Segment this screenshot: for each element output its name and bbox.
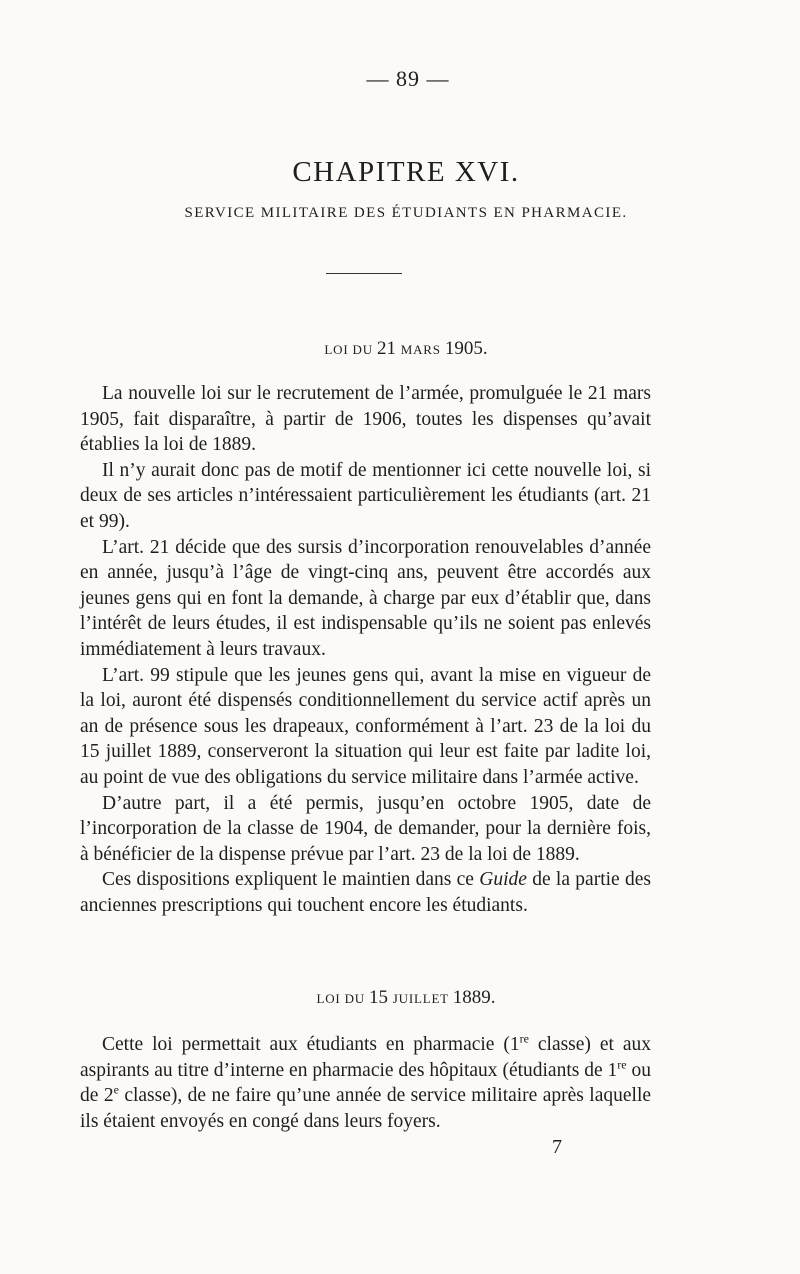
paragraph: L’art. 21 décide que des sursis d’incorporation renouvelables d’année en année, jusqu’à l’âge de vingt-cinq ans, peuvent être accordés aux jeunes gens qui en font la demande, à charge par eux d’établir que, dans l’intérêt de leurs études, il est indispensable qu’ils ne soient pas enlevés immédiatement à leurs travaux. bbox=[80, 536, 651, 660]
text-run: Ces dispositions expliquent le maintien dans ce bbox=[102, 869, 480, 891]
paragraph bbox=[80, 1032, 651, 1134]
paragraph: L’art. 99 stipule que les jeunes gens qui, avant la mise en vigueur de la loi, auront été dispensés conditionnellement du service actif après un an de présence sous les drapeaux, conformément à l’art. 23 de la loi du 15 juillet 1889, conserveront la situation qui leur est faite par ladite loi, au point de vue des obligations du service militaire dans l’armée active. bbox=[80, 664, 651, 788]
chapter-title: CHAPITRE XVI. bbox=[292, 156, 520, 188]
heading-day: 21 bbox=[376, 338, 401, 359]
text-run: Cette loi permettait aux étudiants en pharmacie (1 bbox=[102, 1034, 520, 1055]
section-body-loi-1905 bbox=[80, 381, 651, 918]
section-heading-loi-1889 bbox=[6, 987, 800, 1009]
superscript: e bbox=[113, 1082, 119, 1097]
text-run: classe), de ne faire qu’une année de service militaire après laquelle ils étaient envoyés en congé dans leurs foyers. bbox=[80, 1085, 652, 1132]
heading-month: JUILLET bbox=[392, 991, 453, 1006]
text-run: de la partie des anciennes prescriptions qui touchent encore les étudiants. bbox=[80, 869, 651, 916]
text-run: ou de 2 bbox=[80, 1059, 651, 1107]
heading-prefix: LOI DU bbox=[324, 342, 377, 357]
chapter-subtitle: SERVICE MILITAIRE DES ÉTUDIANTS EN PHARMACIE. bbox=[184, 205, 628, 221]
heading-month: MARS bbox=[400, 342, 445, 357]
text-run: classe) et aux aspirants au titre d’interne en pharmacie des hôpitaux (étudiants de 1 bbox=[80, 1034, 651, 1081]
divider-rule bbox=[326, 273, 402, 274]
heading-year: 1905. bbox=[444, 338, 488, 359]
paragraph-guide bbox=[80, 867, 651, 918]
heading-prefix: LOI DU bbox=[316, 991, 370, 1006]
italic-guide-title: Guide bbox=[479, 869, 527, 891]
signature-mark: 7 bbox=[552, 1136, 562, 1158]
heading-year: 1889. bbox=[452, 987, 496, 1008]
paragraph: La nouvelle loi sur le recrutement de l’armée, promulguée le 21 mars 1905, fait disparaître, à partir de 1906, toutes les dispenses qu’avait établies la loi de 1889. bbox=[80, 383, 651, 456]
paragraph: Il n’y aurait donc pas de motif de mentionner ici cette nouvelle loi, si deux de ses articles n’intéressaient particulièrement les étudiants (art. 21 et 99). bbox=[80, 459, 651, 532]
section-body-loi-1889 bbox=[80, 1032, 651, 1134]
section-heading-loi-1905 bbox=[6, 338, 800, 360]
paragraph: D’autre part, il a été permis, jusqu’en octobre 1905, date de l’incorporation de la classe de 1904, de demander, pour la dernière fois, à bénéficier de la dispense prévue par l’art. 23 de la loi de 1889. bbox=[80, 792, 651, 865]
superscript: re bbox=[519, 1031, 529, 1046]
heading-day: 15 bbox=[369, 987, 393, 1008]
superscript: re bbox=[617, 1057, 627, 1072]
page-number: — 89 — bbox=[366, 66, 450, 91]
